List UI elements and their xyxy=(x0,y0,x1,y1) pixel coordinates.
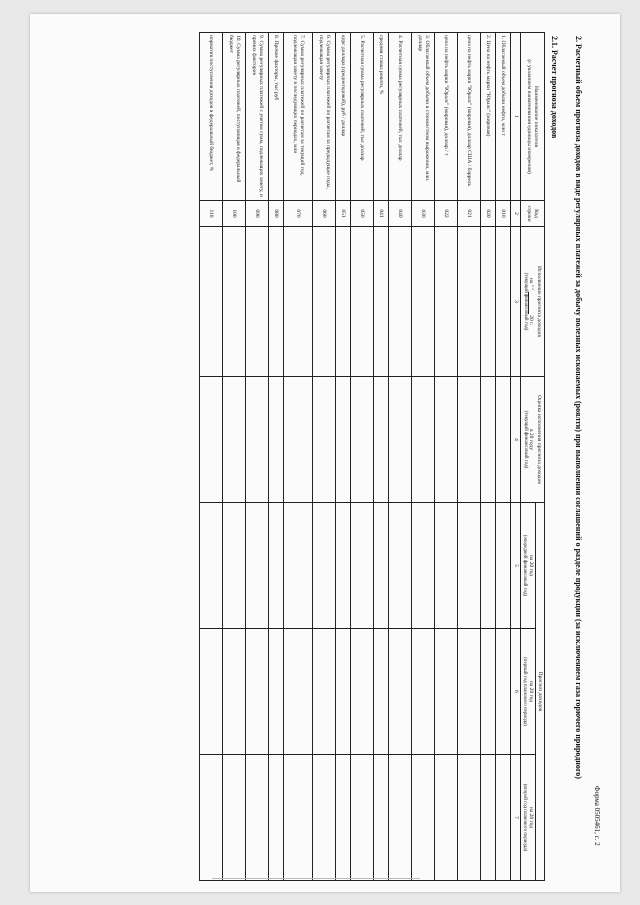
column-number: 1 xyxy=(511,33,520,201)
form-identifier: Форма 0505461, с. 2 xyxy=(593,786,601,846)
table-row: 2. Цена на нефть марки "Юралс" (мировая) 020 xyxy=(481,33,496,881)
header-forecast: Прогноз доходов xyxy=(535,503,544,881)
header-indicator: Наименование показателя (с указанием наименования единицы измерения) xyxy=(520,33,544,201)
table-row: 3. Облагаемый объем добычи в стоимостном выражении, млн. доллар 030 xyxy=(412,33,435,881)
column-number: 2 xyxy=(511,201,520,227)
table-row: 8. Прочие факторы, тыс руб 080 xyxy=(269,33,284,881)
table-row: 1. Облагаемый объем добычи нефти, млн т 010 xyxy=(496,33,511,881)
table-row: норматив поступления доходов в федеральный бюджет, % 110 xyxy=(200,33,223,881)
table-row: 4. Расчетная сумма регулярных платежей, тыс доллар 040 xyxy=(389,33,412,881)
table-row: 9. Сумма регулярных платежей с учетом сумм, подлежащих зачету, и прочих факторов 090 xyxy=(246,33,269,881)
table-row: 6. Сумма регулярных платежей по расчетам за предыдущие годы, подлежащая зачету 060 xyxy=(313,33,336,881)
header-forecast-second-plan-year: на 20 год (второй год планового периода) xyxy=(520,755,535,881)
table-row: цена на нефть марки "Юралс" (мировая), доллар США / баррель 021 xyxy=(458,33,481,881)
subsection-heading: 2.1. Расчет прогноза доходов xyxy=(550,36,559,139)
section-heading: 2. Расчетный объем прогноза доходов в виде регулярных платежей за добычу полезных ископаемых (роялти) при выполнении соглашений о разделе продукции (за исключением газа горючего природного) xyxy=(574,36,583,779)
table-row: курс доллара (среднегодовой), руб / доллар 051 xyxy=(336,33,351,881)
table-row: средняя ставка роялти, % 041 xyxy=(374,33,389,881)
column-number: 6 xyxy=(511,629,520,755)
header-forecast-first-plan-year: на 20 год (первый год планового периода) xyxy=(520,629,535,755)
column-number: 3 xyxy=(511,227,520,377)
header-code: Код строки xyxy=(520,201,544,227)
header-actual: Исполнение прогноза доходов на " " 20 г. (текущий финансовый год) xyxy=(520,227,544,377)
table-row: 5. Расчетная сумма регулярных платежей, тыс доллар 050 xyxy=(351,33,374,881)
rotated-form-content xyxy=(45,26,605,886)
column-number: 5 xyxy=(511,503,520,629)
column-number-row xyxy=(511,33,520,881)
column-number: 7 xyxy=(511,755,520,881)
header-forecast-next-year: на 20 год (очередной финансовый год) xyxy=(520,503,535,629)
table-row: 10. Сумма регулярных платежей, поступающая в федеральный бюджет 100 xyxy=(223,33,246,881)
table-row: цена на нефть марки "Юралс" (мировая), доллар / т 022 xyxy=(435,33,458,881)
header-estimate: Оценка исполнения прогноза доходов в 20 году (текущий финансовый год) xyxy=(520,377,544,503)
revenue-forecast-table xyxy=(199,32,545,881)
table-row: 7. Сумма регулярных платежей по расчетам за текущий год, подлежащая зачету в последующих периодах, млн 070 xyxy=(284,33,313,881)
scan-edge-line xyxy=(212,878,420,879)
column-number: 4 xyxy=(511,377,520,503)
document-page xyxy=(30,14,620,892)
